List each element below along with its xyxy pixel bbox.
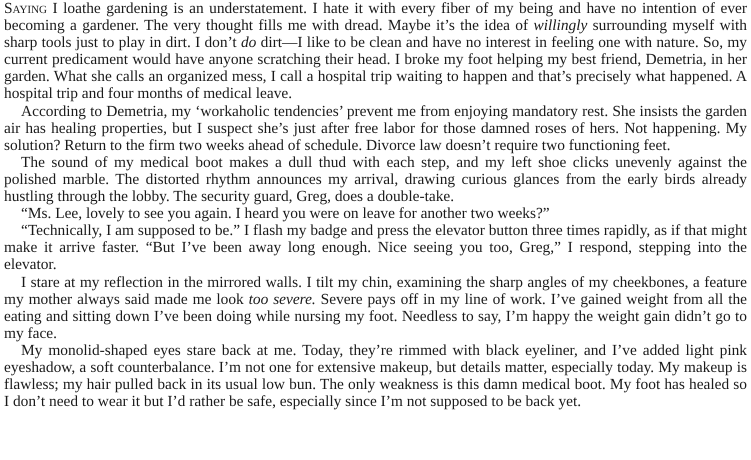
paragraph-3 xyxy=(4,154,747,205)
text-run: Severe pays off in my line of work. I’ve gained weight from all the eating and sitting down I’ve been doing while nursing my foot. Needless to say, I’m happy the weight gain didn’t go to my face. xyxy=(4,290,748,342)
text-run: I loathe gardening is an understatement. I hate it with every fiber of my being and have no intention of ever becoming a gardener. The very thought fills me with dread. Maybe it’s the idea of xyxy=(4,0,747,35)
text-run: I stare at my reflection in the mirrored walls. I tilt my chin, examining the sharp angles of my cheekbones, a feature my mother always said made me look xyxy=(4,273,747,308)
paragraph-4-dialogue xyxy=(4,205,747,222)
italic-emphasis: do xyxy=(240,34,257,52)
paragraph-1 xyxy=(4,0,747,103)
text-run: surrounding myself with sharp tools just to play in dirt. I don’t xyxy=(4,17,747,52)
text-run: According to Demetria, my ‘workaholic tendencies’ prevent me from enjoying mandatory rest. She insists the garden air has healing properties, but I suspect she’s just after free labor for those damned roses of hers. Not happening. My solution? Return to the firm two weeks ahead of schedule. Divorce law doesn’t require two functioning feet. xyxy=(4,102,747,154)
paragraph-7 xyxy=(4,342,747,410)
text-run: dirt—I like to be clean and have no interest in feeling one with nature. So, my current predicament would have anyone scratching their head. I broke my foot helping my best friend, Demetria, in her garden. What she calls an organized mess, I call a hospital trip waiting to happen and that’s precisely what happened. A hospital trip and four months of medical leave. xyxy=(4,34,747,103)
text-run: The sound of my medical boot makes a dull thud with each step, and my left shoe clicks unevenly against the polished marble. The distorted rhythm announces my arrival, drawing curious glances from the early birds already hustling through the lobby. The security guard, Greg, does a double-take. xyxy=(4,153,747,206)
paragraph-5-dialogue xyxy=(4,222,747,273)
italic-emphasis: willingly xyxy=(533,17,588,35)
text-run: “Ms. Lee, lovely to see you again. I heard you were on leave for another two weeks?” xyxy=(21,205,550,223)
paragraph-2 xyxy=(4,103,747,154)
italic-emphasis: too severe. xyxy=(248,290,316,308)
chapter-opening-smallcaps: Saying xyxy=(4,0,47,17)
text-run: My monolid-shaped eyes stare back at me. Today, they’re rimmed with black eyeliner, and I’ve added light pink eyeshadow, a soft counterbalance. I’m not one for extensive makeup, but details matter, especially today. My makeup is flawless; my hair pulled back in its usual low bun. The only weakness is this damn medical boot. My foot has healed so I don’t need to wear it but I’d rather be safe, especially since I’m not supposed to be back yet. xyxy=(4,341,747,411)
text-run: “Technically, I am supposed to be.” I flash my badge and press the elevator button three times rapidly, as if that might make it arrive faster. “But I’ve been away long enough. Nice seeing you too, Greg,” I respond, stepping into the elevator. xyxy=(4,222,747,274)
paragraph-6 xyxy=(4,274,747,342)
